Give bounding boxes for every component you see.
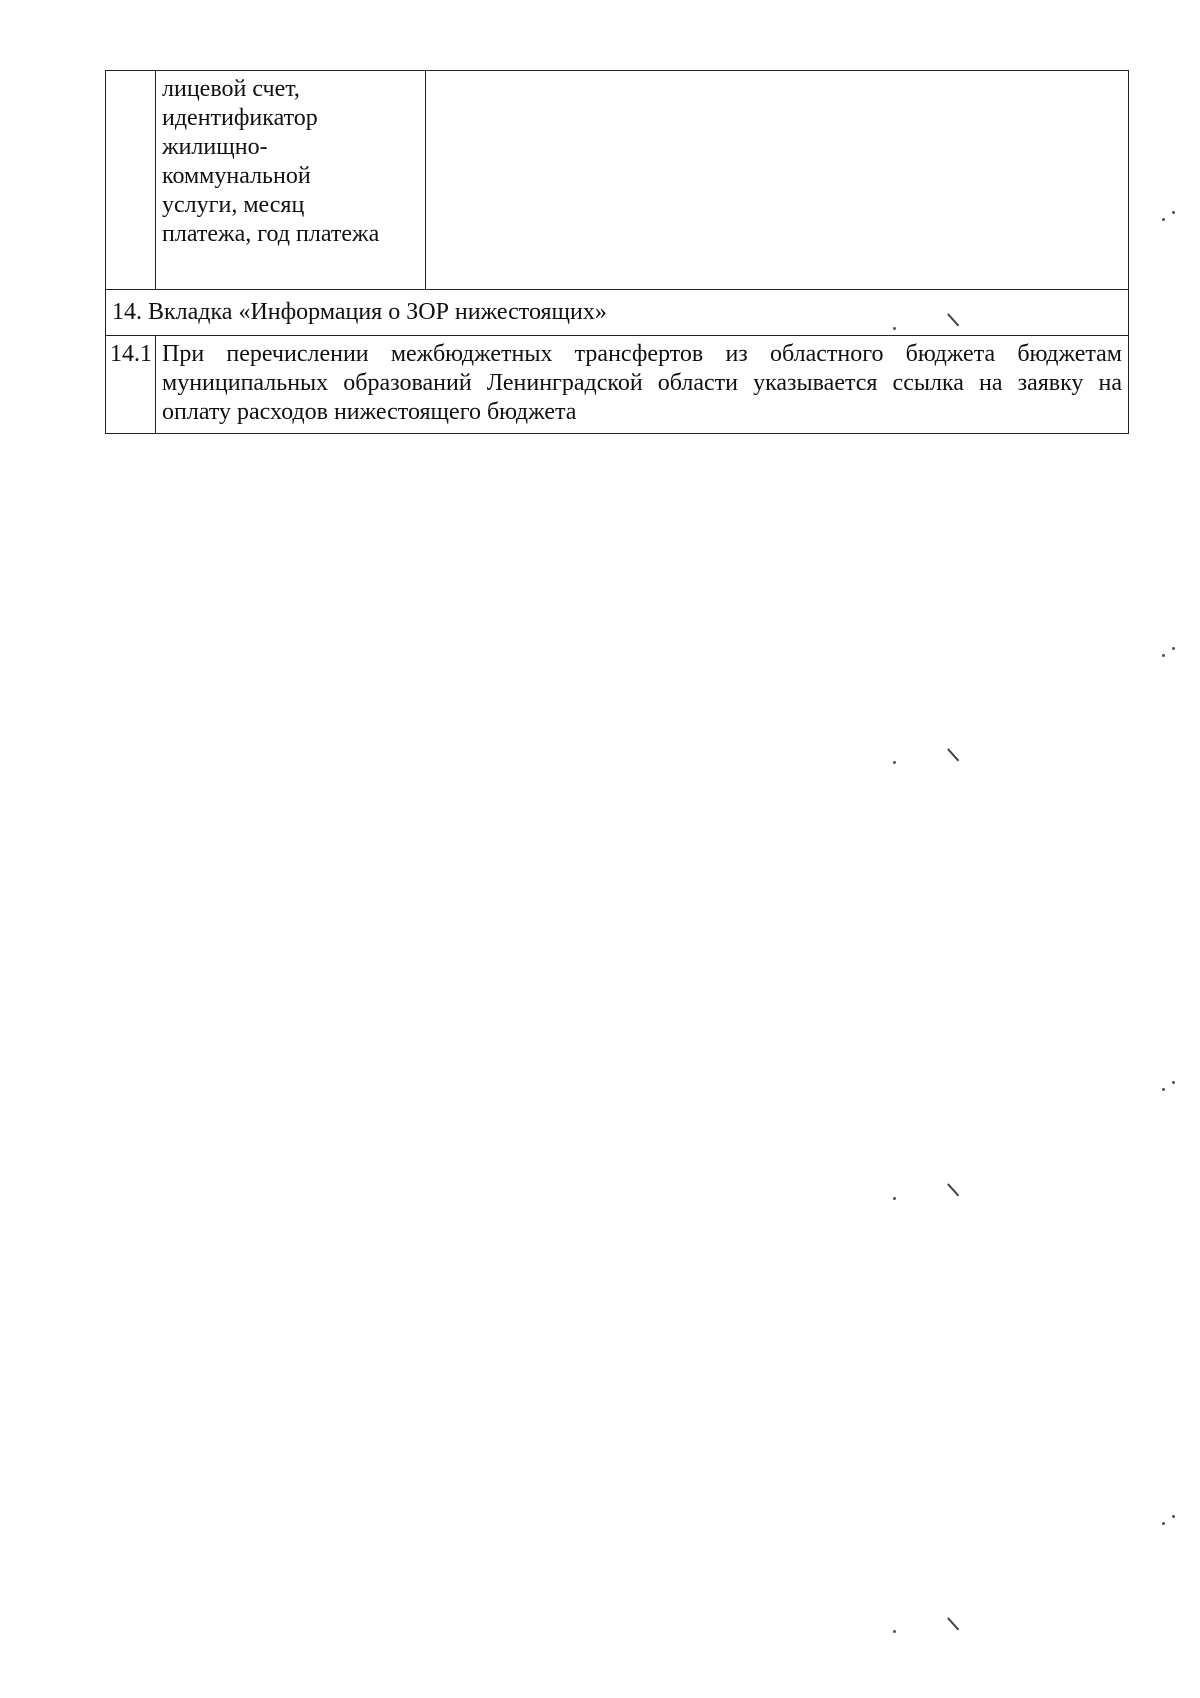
scan-speck [893, 761, 896, 764]
scan-speck [893, 1197, 896, 1200]
scan-speck [1162, 654, 1165, 657]
scan-speck [1162, 1088, 1165, 1091]
scan-speck [1162, 218, 1165, 221]
description-cell [426, 71, 1129, 290]
row-number-cell [106, 71, 156, 290]
row-text-cell: При перечислении межбюджетных трансфертов из областного бюджета бюджетам муниципальных образований Ленинградской области указывается ссылка на заявку на оплату расходов нижестоящего бюджета [156, 336, 1129, 434]
scan-speck [893, 1630, 896, 1633]
scan-speck [1162, 1522, 1165, 1525]
scan-speck [893, 327, 896, 330]
scan-speck [1172, 211, 1175, 214]
scan-speck [1172, 1081, 1175, 1084]
scan-speck [1172, 647, 1175, 650]
scan-speck [1172, 1515, 1175, 1518]
scan-mark [947, 748, 959, 761]
scan-mark [947, 1183, 959, 1196]
section-title: 14. Вкладка «Информация о ЗОР нижестоящих» [106, 290, 1129, 336]
field-list-cell: лицевой счет, идентификатор жилищно- коммунальной услуги, месяц платежа, год платежа [156, 71, 426, 290]
table-row [106, 336, 1129, 434]
scan-mark [947, 1617, 959, 1630]
requirements-table [105, 70, 1129, 434]
row-number-cell: 14.1 [106, 336, 156, 434]
table-row [106, 71, 1129, 290]
section-header-row [106, 290, 1129, 336]
